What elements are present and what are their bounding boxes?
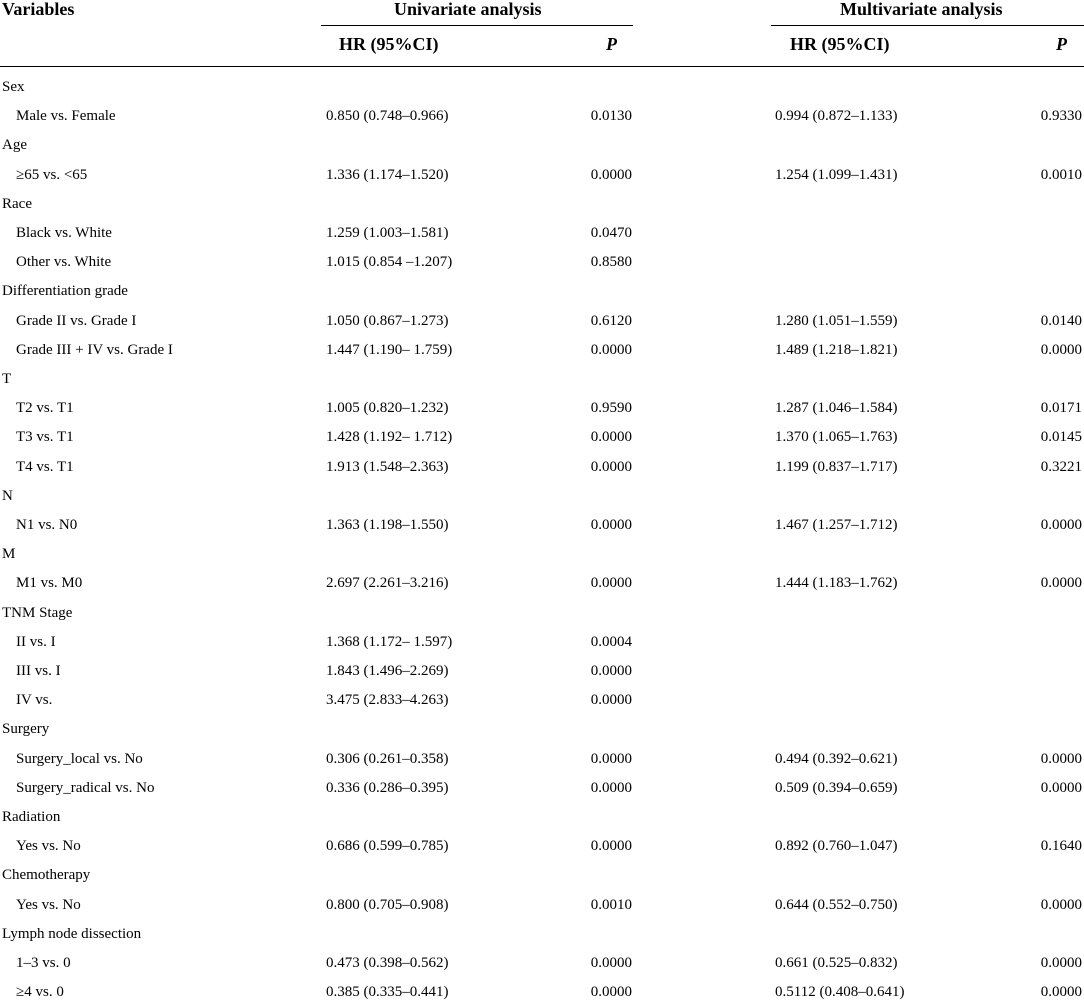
univariate-hr: 0.385 (0.335–0.441) (326, 984, 449, 1001)
variable-label: 1–3 vs. 0 (16, 955, 71, 971)
univariate-p: 0.0000 (590, 429, 632, 446)
univariate-hr: 1.913 (1.548–2.363) (326, 458, 449, 475)
table-group-header (0, 190, 1084, 219)
univariate-hr: 0.336 (0.286–0.395) (326, 779, 449, 796)
header-bottom-rule (0, 66, 1084, 67)
group-label: TNM Stage (2, 604, 73, 621)
table-row (0, 978, 1084, 1007)
header-hr-univariate: HR (95%CI) (339, 34, 439, 54)
group-label: Chemotherapy (2, 867, 91, 884)
table-row (0, 161, 1084, 190)
table-group-header (0, 540, 1084, 569)
group-label: N (2, 487, 13, 504)
multivariate-hr: 1.280 (1.051–1.559) (775, 312, 898, 329)
multivariate-underline (771, 25, 1084, 26)
multivariate-hr: 1.370 (1.065–1.763) (775, 429, 898, 446)
table-group-header (0, 861, 1084, 890)
multivariate-hr: 1.444 (1.183–1.762) (775, 575, 898, 592)
table-group-header (0, 715, 1084, 744)
table-row (0, 686, 1084, 715)
variable-label: Black vs. White (16, 225, 112, 241)
univariate-hr: 0.306 (0.261–0.358) (326, 750, 449, 767)
univariate-p: 0.8580 (590, 254, 632, 271)
table-row (0, 336, 1084, 365)
univariate-hr: 1.005 (0.820–1.232) (326, 400, 449, 417)
multivariate-p: 0.0000 (1040, 984, 1082, 1001)
table-row (0, 511, 1084, 540)
table-row (0, 774, 1084, 803)
multivariate-p: 0.0140 (1040, 312, 1082, 329)
multivariate-hr: 1.287 (1.046–1.584) (775, 400, 898, 417)
univariate-p: 0.0004 (590, 633, 632, 650)
univariate-hr: 1.050 (0.867–1.273) (326, 312, 449, 329)
multivariate-hr: 0.5112 (0.408–0.641) (775, 984, 905, 1001)
table-row (0, 394, 1084, 423)
variable-label: Yes vs. No (16, 896, 81, 913)
table-row (0, 453, 1084, 482)
table-row (0, 248, 1084, 277)
multivariate-p: 0.0000 (1040, 517, 1082, 533)
univariate-p: 0.0000 (590, 984, 632, 1001)
table-row (0, 219, 1084, 248)
group-label: Lymph node dissection (2, 925, 142, 942)
table-row (0, 891, 1084, 920)
univariate-p: 0.0000 (590, 517, 632, 533)
univariate-p: 0.0000 (590, 663, 632, 679)
multivariate-p: 0.0000 (1040, 341, 1082, 358)
multivariate-p: 0.0145 (1040, 429, 1082, 446)
multivariate-hr: 1.199 (0.837–1.717) (775, 458, 898, 475)
variable-label: II vs. I (16, 633, 56, 650)
variable-label: IV vs. (16, 692, 53, 709)
univariate-hr: 1.015 (0.854 –1.207) (326, 254, 453, 271)
univariate-hr: 0.686 (0.599–0.785) (326, 838, 449, 855)
variable-label: Grade III + IV vs. Grade I (16, 341, 173, 358)
multivariate-hr: 0.644 (0.552–0.750) (775, 896, 898, 913)
header-univariate: Univariate analysis (394, 0, 542, 19)
univariate-p: 0.0000 (590, 458, 632, 475)
table-row (0, 832, 1084, 861)
table-group-header (0, 277, 1084, 306)
table-group-header (0, 365, 1084, 394)
multivariate-p: 0.3221 (1040, 458, 1082, 475)
univariate-p: 0.0000 (590, 779, 632, 796)
variable-label: Surgery_radical vs. No (16, 779, 155, 796)
header-variables: Variables (2, 0, 75, 19)
univariate-hr: 1.428 (1.192– 1.712) (326, 429, 453, 446)
multivariate-p: 0.0010 (1040, 166, 1082, 183)
univariate-p: 0.0470 (590, 225, 632, 241)
variable-label: Male vs. Female (16, 108, 116, 125)
group-label: Surgery (2, 721, 50, 738)
table-group-header (0, 482, 1084, 511)
multivariate-hr: 1.467 (1.257–1.712) (775, 517, 898, 533)
multivariate-hr: 0.994 (0.872–1.133) (775, 108, 898, 125)
univariate-p: 0.0000 (590, 341, 632, 358)
variable-label: ≥4 vs. 0 (16, 984, 64, 1001)
multivariate-hr: 1.254 (1.099–1.431) (775, 166, 898, 183)
multivariate-p: 0.1640 (1040, 838, 1082, 855)
variable-label: T3 vs. T1 (16, 429, 74, 446)
univariate-hr: 1.363 (1.198–1.550) (326, 517, 449, 533)
univariate-p: 0.0010 (590, 896, 632, 913)
variable-label: T2 vs. T1 (16, 400, 74, 417)
header-multivariate: Multivariate analysis (840, 0, 1003, 19)
univariate-hr: 3.475 (2.833–4.263) (326, 692, 449, 709)
univariate-underline (321, 25, 633, 26)
table-row (0, 949, 1084, 978)
multivariate-p: 0.9330 (1040, 108, 1082, 125)
univariate-hr: 1.259 (1.003–1.581) (326, 225, 449, 241)
group-label: T (2, 371, 12, 387)
univariate-p: 0.0000 (590, 575, 632, 592)
table-row (0, 745, 1084, 774)
group-label: Radiation (2, 809, 61, 825)
table-row (0, 307, 1084, 336)
univariate-hr: 1.368 (1.172– 1.597) (326, 633, 453, 650)
multivariate-p: 0.0000 (1040, 575, 1082, 592)
univariate-p: 0.9590 (590, 400, 632, 417)
univariate-hr: 0.473 (0.398–0.562) (326, 955, 449, 971)
multivariate-hr: 0.509 (0.394–0.659) (775, 779, 898, 796)
group-label: Race (2, 195, 32, 212)
multivariate-p: 0.0000 (1040, 955, 1082, 971)
header-p-multivariate: P (1056, 34, 1067, 54)
table-row (0, 569, 1084, 598)
multivariate-hr: 0.661 (0.525–0.832) (775, 955, 898, 971)
multivariate-p: 0.0000 (1040, 750, 1082, 767)
group-label: M (2, 546, 16, 563)
table-group-header (0, 803, 1084, 832)
table-row (0, 628, 1084, 657)
univariate-hr: 1.336 (1.174–1.520) (326, 166, 449, 183)
univariate-hr: 1.843 (1.496–2.269) (326, 663, 449, 679)
univariate-hr: 2.697 (2.261–3.216) (326, 575, 449, 592)
table-group-header (0, 73, 1084, 102)
multivariate-hr: 0.892 (0.760–1.047) (775, 838, 898, 855)
univariate-hr: 1.447 (1.190– 1.759) (326, 341, 453, 358)
variable-label: T4 vs. T1 (16, 458, 74, 475)
table-group-header (0, 920, 1084, 949)
univariate-hr: 0.850 (0.748–0.966) (326, 108, 449, 125)
univariate-p: 0.0000 (590, 955, 632, 971)
univariate-p: 0.6120 (590, 312, 632, 329)
variable-label: Surgery_local vs. No (16, 750, 143, 767)
univariate-p: 0.0000 (590, 838, 632, 855)
group-label: Differentiation grade (2, 283, 128, 300)
variable-label: Grade II vs. Grade I (16, 312, 137, 329)
multivariate-hr: 1.489 (1.218–1.821) (775, 341, 898, 358)
group-label: Age (2, 137, 27, 154)
variable-label: M1 vs. M0 (16, 575, 83, 592)
table-group-header (0, 131, 1084, 160)
variable-label: III vs. I (16, 663, 61, 679)
multivariate-hr: 0.494 (0.392–0.621) (775, 750, 898, 767)
table-row (0, 102, 1084, 131)
multivariate-p: 0.0000 (1040, 896, 1082, 913)
univariate-p: 0.0000 (590, 166, 632, 183)
variable-label: Other vs. White (16, 254, 112, 271)
multivariate-p: 0.0171 (1040, 400, 1082, 417)
header-p-univariate: P (606, 34, 617, 54)
header-hr-multivariate: HR (95%CI) (790, 34, 890, 54)
univariate-p: 0.0000 (590, 692, 632, 709)
variable-label: Yes vs. No (16, 838, 81, 855)
table-group-header (0, 599, 1084, 628)
univariate-p: 0.0000 (590, 750, 632, 767)
table-row (0, 657, 1084, 686)
variable-label: N1 vs. N0 (16, 517, 78, 533)
multivariate-p: 0.0000 (1040, 779, 1082, 796)
variable-label: ≥65 vs. <65 (16, 166, 88, 183)
table-row (0, 423, 1084, 452)
univariate-p: 0.0130 (590, 108, 632, 125)
group-label: Sex (2, 79, 25, 95)
univariate-hr: 0.800 (0.705–0.908) (326, 896, 449, 913)
